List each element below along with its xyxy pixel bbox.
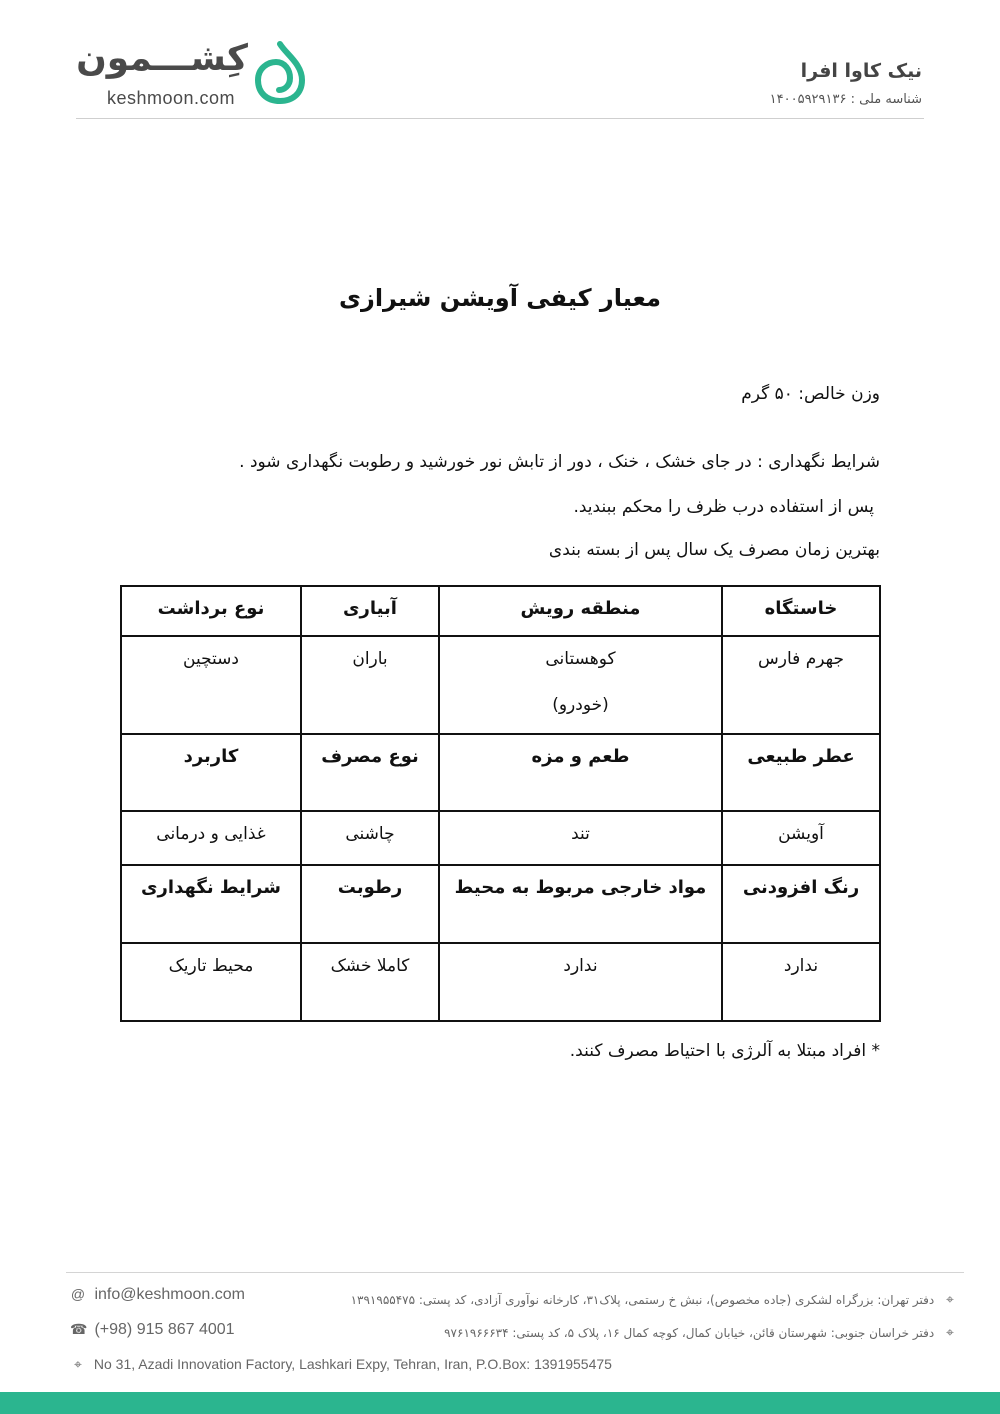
table-header-cell: شرایط نگهداری — [121, 865, 301, 943]
table-cell: غذایی و درمانی — [121, 811, 301, 865]
table-header-cell: طعم و مزه — [439, 734, 722, 811]
footer-address-en: No 31, Azadi Innovation Factory, Lashkari Expy, Tehran, Iran, P.O.Box: 1391955475 — [93, 1356, 612, 1372]
keshmoon-logo — [76, 38, 308, 108]
table-header-cell: مواد خارجی مربوط به محیط — [439, 865, 722, 943]
table-header-cell: کاربرد — [121, 734, 301, 811]
location-icon: ⌖ — [946, 1292, 954, 1308]
net-weight: وزن خالص: ۵۰ گرم — [741, 384, 880, 404]
table-row — [121, 943, 880, 1021]
company-name: نیک کاوا افرا — [800, 60, 922, 82]
table-row — [121, 811, 880, 865]
footer-office-tehran: دفتر تهران: بزرگراه لشکری (جاده مخصوص)، نبش خ رستمی، پلاک۳۱، کارخانه نوآوری آزادی، کد پستی: ۱۳۹۱۹۵۵۴۷۵ — [350, 1293, 935, 1307]
table-cell: ندارد — [722, 943, 880, 1021]
table-cell: جهرم فارس — [722, 636, 880, 734]
table-header-cell: عطر طبیعی — [722, 734, 880, 811]
table-header-cell: نوع برداشت — [121, 586, 301, 636]
quality-table — [120, 585, 881, 1022]
table-header-cell: رنگ افزودنی — [722, 865, 880, 943]
footer-office-khorasan-row — [444, 1325, 962, 1341]
footer-phone-row — [66, 1321, 235, 1339]
table-cell: تند — [439, 811, 722, 865]
table-cell — [439, 636, 722, 734]
table-cell: چاشنی — [301, 811, 439, 865]
table-cell: ندارد — [439, 943, 722, 1021]
email-icon: @ — [70, 1286, 86, 1302]
table-header-cell: رطوبت — [301, 865, 439, 943]
footer-address-row — [66, 1356, 612, 1373]
table-cell: محیط تاریک — [121, 943, 301, 1021]
location-icon: ⌖ — [74, 1356, 82, 1372]
table-cell: آویشن — [722, 811, 880, 865]
cell-text: کوهستانی — [545, 649, 616, 669]
logo-text-fa: کِشـــمون — [76, 38, 248, 79]
phone-icon: ☎ — [70, 1321, 88, 1337]
table-cell: باران — [301, 636, 439, 734]
footer-office-khorasan: دفتر خراسان جنوبی: شهرستان قائن، خیابان کمال، کوچه کمال ۱۶، پلاک ۵، کد پستی: ۹۷۶۱۹۶۶۶۳۴ — [444, 1326, 935, 1340]
table-row — [121, 636, 880, 734]
table-header-row — [121, 586, 880, 636]
table-header-cell: خاستگاه — [722, 586, 880, 636]
table-header-cell: آبیاری — [301, 586, 439, 636]
footer-divider — [66, 1272, 964, 1273]
logo-text-en: keshmoon.com — [106, 88, 236, 108]
after-use-instruction: پس از استفاده درب ظرف را محکم ببندید. — [573, 497, 874, 517]
best-before: بهترین زمان مصرف یک سال پس از بسته بندی — [548, 540, 880, 560]
footer-email-row — [66, 1286, 245, 1304]
page-title: معیار کیفی آویشن شیرازی — [339, 284, 661, 312]
table-cell: کاملا خشک — [301, 943, 439, 1021]
footer-bar — [0, 1392, 1000, 1414]
allergy-note: * افراد مبتلا به آلرژی با احتیاط مصرف کنند. — [569, 1041, 880, 1061]
storage-conditions: شرایط نگهداری : در جای خشک ، خنک ، دور از تابش نور خورشید و رطوبت نگهداری شود . — [239, 452, 880, 472]
cell-text-extra: (خودرو) — [552, 695, 609, 715]
header-divider — [76, 118, 924, 119]
footer-office-tehran-row — [351, 1292, 962, 1308]
footer-email[interactable]: info@keshmoon.com — [94, 1286, 245, 1303]
table-header-cell: نوع مصرف — [301, 734, 439, 811]
footer-phone: (+98) 915 867 4001 — [94, 1321, 235, 1338]
table-cell: دستچین — [121, 636, 301, 734]
table-header-row — [121, 865, 880, 943]
national-id: شناسه ملی : ۱۴۰۰۵۹۲۹۱۳۶ — [769, 92, 922, 107]
company-block — [770, 60, 922, 107]
logo-mark-icon — [252, 40, 308, 104]
location-icon: ⌖ — [946, 1325, 954, 1341]
table-header-cell: منطقه رویش — [439, 586, 722, 636]
table-header-row — [121, 734, 880, 811]
